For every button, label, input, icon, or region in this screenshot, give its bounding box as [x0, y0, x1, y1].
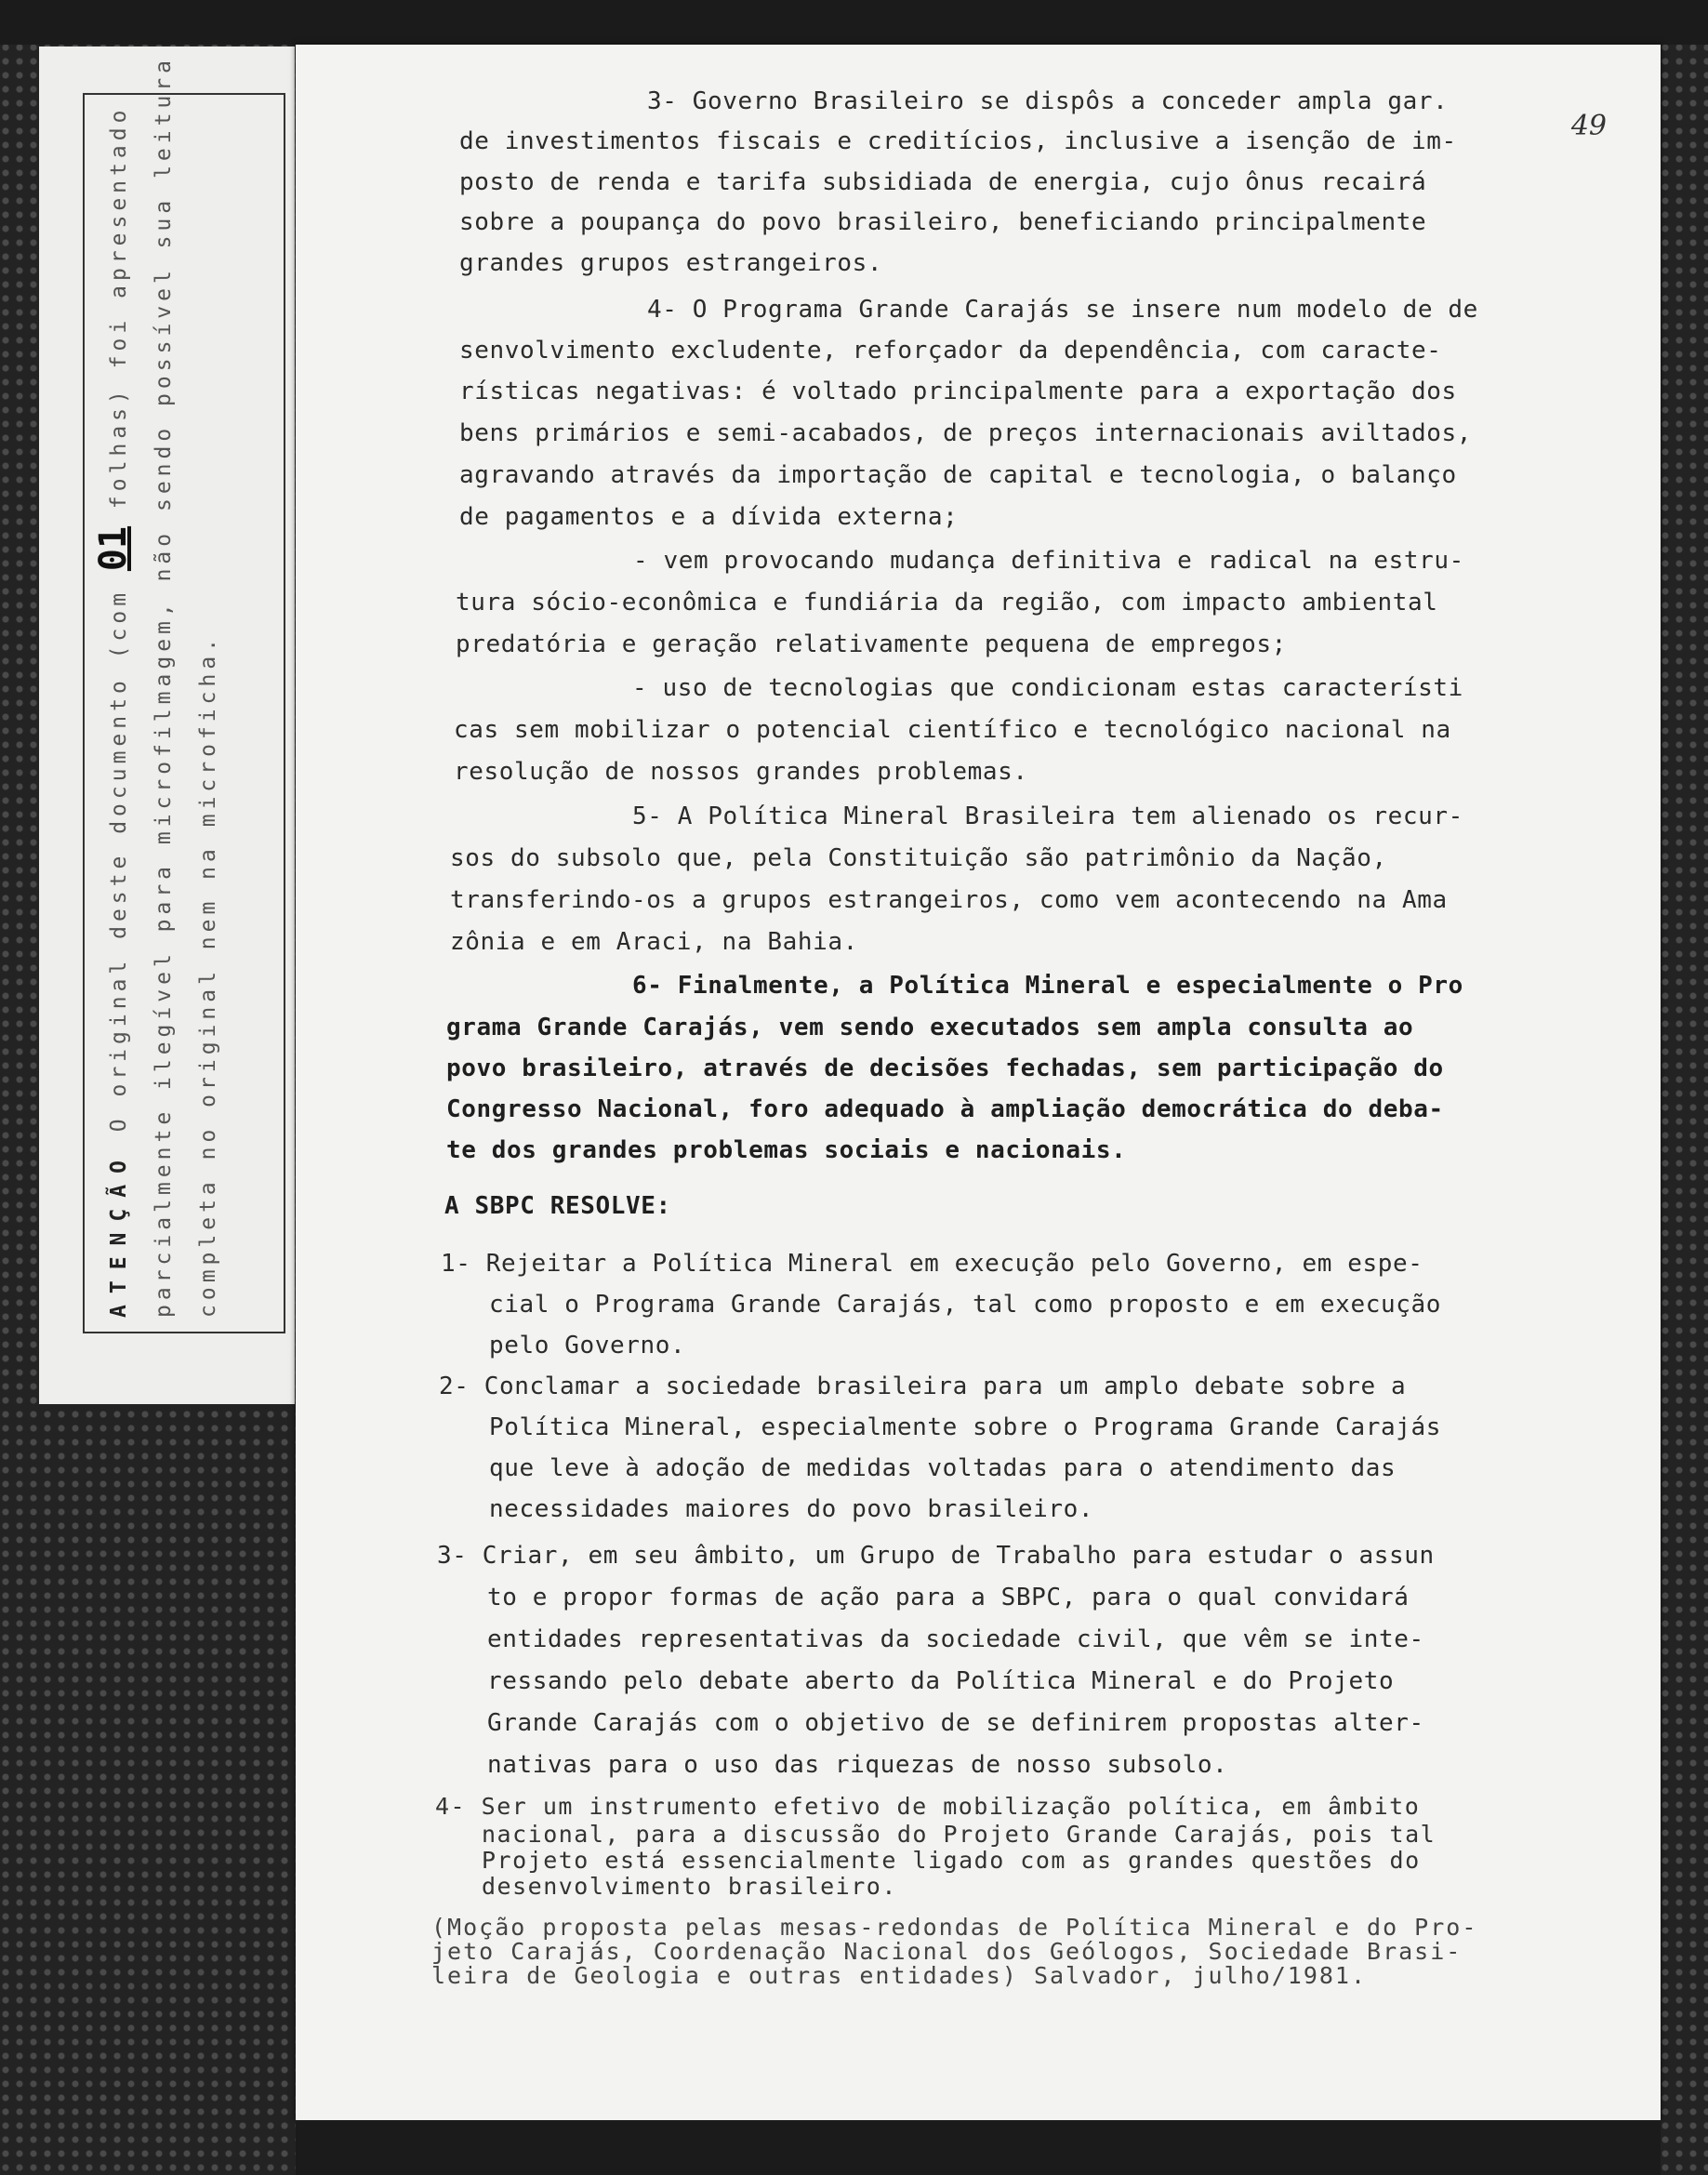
body-line: senvolvimento excludente, reforçador da dependência, com caracte-: [459, 337, 1442, 365]
body-line: transferindo-os a grupos estrangeiros, como vem acontecendo na Ama: [450, 886, 1448, 914]
body-line: 4- O Programa Grande Carajás se insere num modelo de de: [647, 296, 1478, 324]
footnote-line: (Moção proposta pelas mesas-redondas de Política Mineral e do Pro-: [431, 1914, 1478, 1941]
body-line: - vem provocando mudança definitiva e radical na estru-: [633, 547, 1464, 575]
body-line: 3- Criar, em seu âmbito, um Grupo de Trabalho para estudar o assun: [437, 1542, 1435, 1570]
body-line: povo brasileiro, através de decisões fechadas, sem participação do: [446, 1054, 1444, 1082]
body-line: resolução de nossos grandes problemas.: [454, 758, 1028, 786]
notice-line-1: [91, 105, 141, 1318]
body-line: 3- Governo Brasileiro se dispôs a conceder ampla gar.: [647, 87, 1449, 115]
body-line: cial o Programa Grande Carajás, tal como proposto e em execução: [489, 1291, 1441, 1319]
notice-text-block: [91, 56, 277, 1318]
body-line: ressando pelo debate aberto da Política Mineral e do Projeto: [487, 1667, 1395, 1695]
body-line: rísticas negativas: é voltado principalmente para a exportação dos: [459, 378, 1457, 405]
body-line: Grande Carajás com o objetivo de se definirem propostas alter-: [487, 1709, 1424, 1737]
notice-heading: ATENÇÃO: [107, 1149, 131, 1318]
body-line: 5- A Política Mineral Brasileira tem alienado os recur-: [632, 802, 1463, 830]
body-line: zônia e em Araci, na Bahia.: [450, 928, 858, 956]
body-line: - uso de tecnologias que condicionam estas característi: [632, 674, 1463, 702]
body-line: predatória e geração relativamente pequena de empregos;: [456, 630, 1287, 658]
body-line: sobre a poupança do povo brasileiro, beneficiando principalmente: [459, 208, 1427, 236]
body-line: pelo Governo.: [489, 1332, 686, 1359]
body-line: 6- Finalmente, a Política Mineral e especialmente o Pro: [632, 972, 1463, 1000]
body-line: cas sem mobilizar o potencial científico e tecnológico nacional na: [454, 716, 1451, 744]
body-line: que leve à adoção de medidas voltadas para o atendimento das: [489, 1454, 1397, 1482]
body-line: nacional, para a discussão do Projeto Grande Carajás, pois tal: [482, 1821, 1437, 1848]
body-line: de pagamentos e a dívida externa;: [459, 503, 959, 531]
body-line: to e propor formas de ação para a SBPC, para o qual convidará: [487, 1584, 1410, 1611]
body-line: bens primários e semi-acabados, de preços internacionais aviltados,: [459, 419, 1472, 447]
body-line: Política Mineral, especialmente sobre o Programa Grande Carajás: [489, 1413, 1441, 1441]
body-line: sos do subsolo que, pela Constituição são patrimônio da Nação,: [450, 844, 1387, 872]
body-line: grama Grande Carajás, vem sendo executados sem ampla consulta ao: [446, 1014, 1414, 1041]
notice-line-3: completa no original nem na microficha.: [196, 633, 220, 1318]
body-line: desenvolvimento brasileiro.: [482, 1873, 897, 1900]
body-line: agravando através da importação de capital e tecnologia, o balanço: [459, 461, 1457, 489]
notice-line-2: parcialmente ilegível para microfilmagem, não sendo possível sua leitura: [152, 56, 176, 1318]
footnote-line: jeto Carajás, Coordenação Nacional dos Geólogos, Sociedade Brasi-: [431, 1938, 1463, 1965]
body-line: nativas para o uso das riquezas de nosso subsolo.: [487, 1751, 1228, 1779]
scan-top-edge: [0, 0, 1708, 45]
body-line: te dos grandes problemas sociais e nacionais.: [446, 1136, 1127, 1164]
resolve-heading: A SBPC RESOLVE:: [444, 1192, 671, 1220]
body-line: grandes grupos estrangeiros.: [459, 249, 883, 277]
body-line: necessidades maiores do povo brasileiro.: [489, 1495, 1094, 1523]
document-page: [296, 45, 1661, 2120]
body-line: 1- Rejeitar a Política Mineral em execução pelo Governo, em espe-: [441, 1250, 1423, 1278]
page-number: 49: [1570, 110, 1607, 142]
folhas-count: 01: [92, 525, 135, 572]
body-line: 4- Ser um instrumento efetivo de mobilização política, em âmbito: [435, 1793, 1421, 1820]
body-line: Congresso Nacional, foro adequado à ampliação democrática do deba-: [446, 1095, 1444, 1123]
body-line: de investimentos fiscais e creditícios, inclusive a isenção de im-: [459, 127, 1457, 155]
body-line: 2- Conclamar a sociedade brasileira para um amplo debate sobre a: [439, 1373, 1407, 1400]
notice-line-1a: O original deste documento (com: [107, 571, 131, 1133]
body-line: tura sócio-econômica e fundiária da região, com impacto ambiental: [456, 589, 1438, 617]
scan-bottom-edge: [296, 2120, 1661, 2175]
notice-line-1b: folhas) foi apresentado: [107, 105, 131, 526]
body-line: posto de renda e tarifa subsidiada de energia, cujo ônus recairá: [459, 168, 1427, 196]
microfilm-notice: [83, 56, 285, 1333]
body-line: Projeto está essencialmente ligado com as grandes questões do: [482, 1847, 1421, 1874]
body-line: entidades representativas da sociedade civil, que vêm se inte-: [487, 1625, 1424, 1653]
footnote-line: leira de Geologia e outras entidades) Salvador, julho/1981.: [431, 1962, 1368, 1989]
